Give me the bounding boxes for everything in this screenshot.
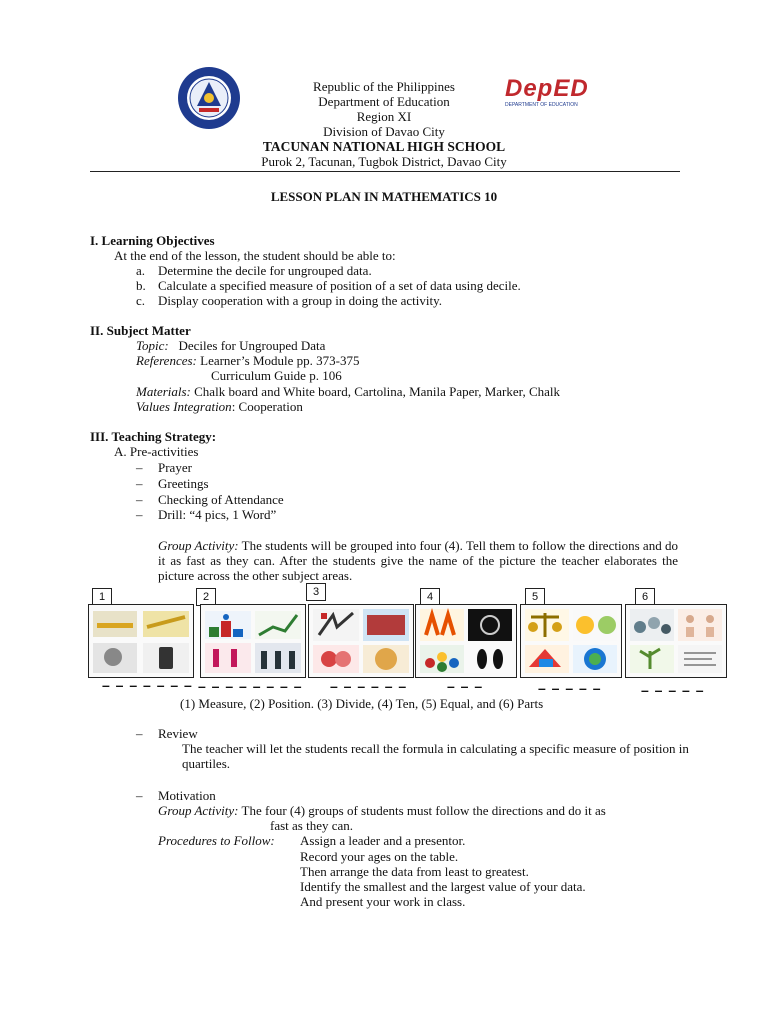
procedure-item: Identify the smallest and the largest value of your data. bbox=[300, 879, 586, 894]
references-line bbox=[136, 353, 359, 368]
puzzle-number: 6 bbox=[635, 588, 655, 606]
motivation-group-label: Group Activity: bbox=[158, 803, 239, 818]
header-line-division: Division of Davao City bbox=[323, 124, 445, 139]
procedure-item: Assign a leader and a presentor. bbox=[300, 833, 466, 848]
group-activity-paragraph bbox=[158, 538, 678, 583]
puzzle-picture-measure bbox=[88, 604, 194, 678]
puzzle-picture-ten bbox=[415, 604, 517, 678]
group-activity-text: The students will be grouped into four (4). Tell them to follow the directions and do it as fast as they can. After the students give the name of the picture the teacher elaborates the picture across the other subject areas. bbox=[158, 538, 678, 583]
motivation-label: Motivation bbox=[158, 788, 216, 803]
bullet-item: – bbox=[136, 507, 143, 522]
pre-activities-heading: A. Pre-activities bbox=[114, 444, 199, 459]
objective-marker: a. bbox=[136, 263, 146, 278]
bullet-text: Prayer bbox=[158, 460, 192, 475]
school-address: Purok 2, Tacunan, Tugbok District, Davao City bbox=[261, 154, 507, 169]
section-2-heading: II. Subject Matter bbox=[90, 323, 191, 338]
bullet-item: – bbox=[136, 492, 143, 507]
bullet-text: Checking of Attendance bbox=[158, 492, 284, 507]
materials-label: Materials: bbox=[136, 384, 191, 399]
values-value: : Cooperation bbox=[231, 399, 303, 414]
puzzle-picture-divide bbox=[308, 604, 414, 678]
puzzle-answers: (1) Measure, (2) Position. (3) Divide, (4) Ten, (5) Equal, and (6) Parts bbox=[180, 696, 544, 711]
puzzle-number: 4 bbox=[420, 588, 440, 606]
header-line-department: Department of Education bbox=[318, 94, 450, 109]
answer-blank: – – – bbox=[447, 678, 484, 694]
motivation-group-text-2: fast as they can. bbox=[270, 818, 354, 833]
bullet-text: Drill: “4 pics, 1 Word” bbox=[158, 507, 277, 522]
section-1-intro: At the end of the lesson, the student should be able to: bbox=[114, 248, 396, 263]
objective-marker: b. bbox=[136, 278, 146, 293]
objective-marker: c. bbox=[136, 293, 146, 308]
puzzle-picture-equal bbox=[520, 604, 622, 678]
answer-blank: – – – – – – – bbox=[102, 677, 193, 693]
references-value: Learner’s Module pp. 373-375 bbox=[200, 353, 360, 368]
materials-line bbox=[136, 384, 560, 399]
deped-logo-text: DepED bbox=[505, 75, 589, 102]
bullet-item: – bbox=[136, 788, 143, 803]
school-name: TACUNAN NATIONAL HIGH SCHOOL bbox=[262, 139, 506, 154]
header-line-region: Region XI bbox=[356, 109, 412, 124]
procedure-item: And present your work in class. bbox=[300, 894, 466, 909]
values-label: Values Integration bbox=[136, 399, 232, 414]
objective-text: Display cooperation with a group in doing the activity. bbox=[158, 293, 443, 308]
bullet-item: – bbox=[136, 726, 143, 741]
puzzle-picture-parts bbox=[625, 604, 727, 678]
bullet-text: Greetings bbox=[158, 476, 209, 491]
puzzle-number: 2 bbox=[196, 588, 216, 606]
procedures-label: Procedures to Follow: bbox=[158, 833, 275, 848]
section-1-heading: I. Learning Objectives bbox=[90, 233, 215, 248]
answer-blank: – – – – – bbox=[538, 680, 602, 696]
review-label: Review bbox=[158, 726, 198, 741]
motivation-group-line bbox=[158, 803, 606, 818]
puzzle-number: 3 bbox=[306, 583, 326, 601]
answer-blank: – – – – – – bbox=[330, 678, 408, 694]
procedure-item: Record your ages on the table. bbox=[300, 849, 459, 864]
document-title: LESSON PLAN IN MATHEMATICS 10 bbox=[270, 189, 498, 204]
answer-blank: – – – – – – – – bbox=[198, 678, 303, 694]
bullet-item: – bbox=[136, 460, 143, 475]
group-activity-label: Group Activity: bbox=[158, 538, 239, 553]
puzzle-picture-position bbox=[200, 604, 306, 678]
references-label: References: bbox=[136, 353, 197, 368]
topic-value: Deciles for Ungrouped Data bbox=[178, 338, 326, 353]
section-3-heading: III. Teaching Strategy: bbox=[90, 429, 217, 444]
values-line bbox=[136, 399, 303, 414]
header-rule bbox=[90, 171, 680, 172]
topic-label: Topic: bbox=[136, 338, 169, 353]
objective-text: Calculate a specified measure of position of a set of data using decile. bbox=[158, 278, 521, 293]
bullet-item: – bbox=[136, 476, 143, 491]
deped-logo-subtext: DEPARTMENT OF EDUCATION bbox=[505, 102, 578, 108]
motivation-group-text: The four (4) groups of students must follow the directions and do it as bbox=[238, 803, 606, 818]
answer-blank: – – – – – bbox=[641, 682, 705, 698]
puzzle-number: 5 bbox=[525, 588, 545, 606]
puzzle-number: 1 bbox=[92, 588, 112, 606]
procedure-item: Then arrange the data from least to greatest. bbox=[300, 864, 529, 879]
header-line-republic: Republic of the Philippines bbox=[313, 79, 455, 94]
objective-text: Determine the decile for ungrouped data. bbox=[158, 263, 372, 278]
materials-value: Chalk board and White board, Cartolina, Manila Paper, Marker, Chalk bbox=[194, 384, 561, 399]
review-text: The teacher will let the students recall the formula in calculating a specific measure of position in quartiles. bbox=[182, 741, 689, 771]
topic-line bbox=[136, 338, 325, 353]
references-value-2: Curriculum Guide p. 106 bbox=[211, 368, 342, 383]
